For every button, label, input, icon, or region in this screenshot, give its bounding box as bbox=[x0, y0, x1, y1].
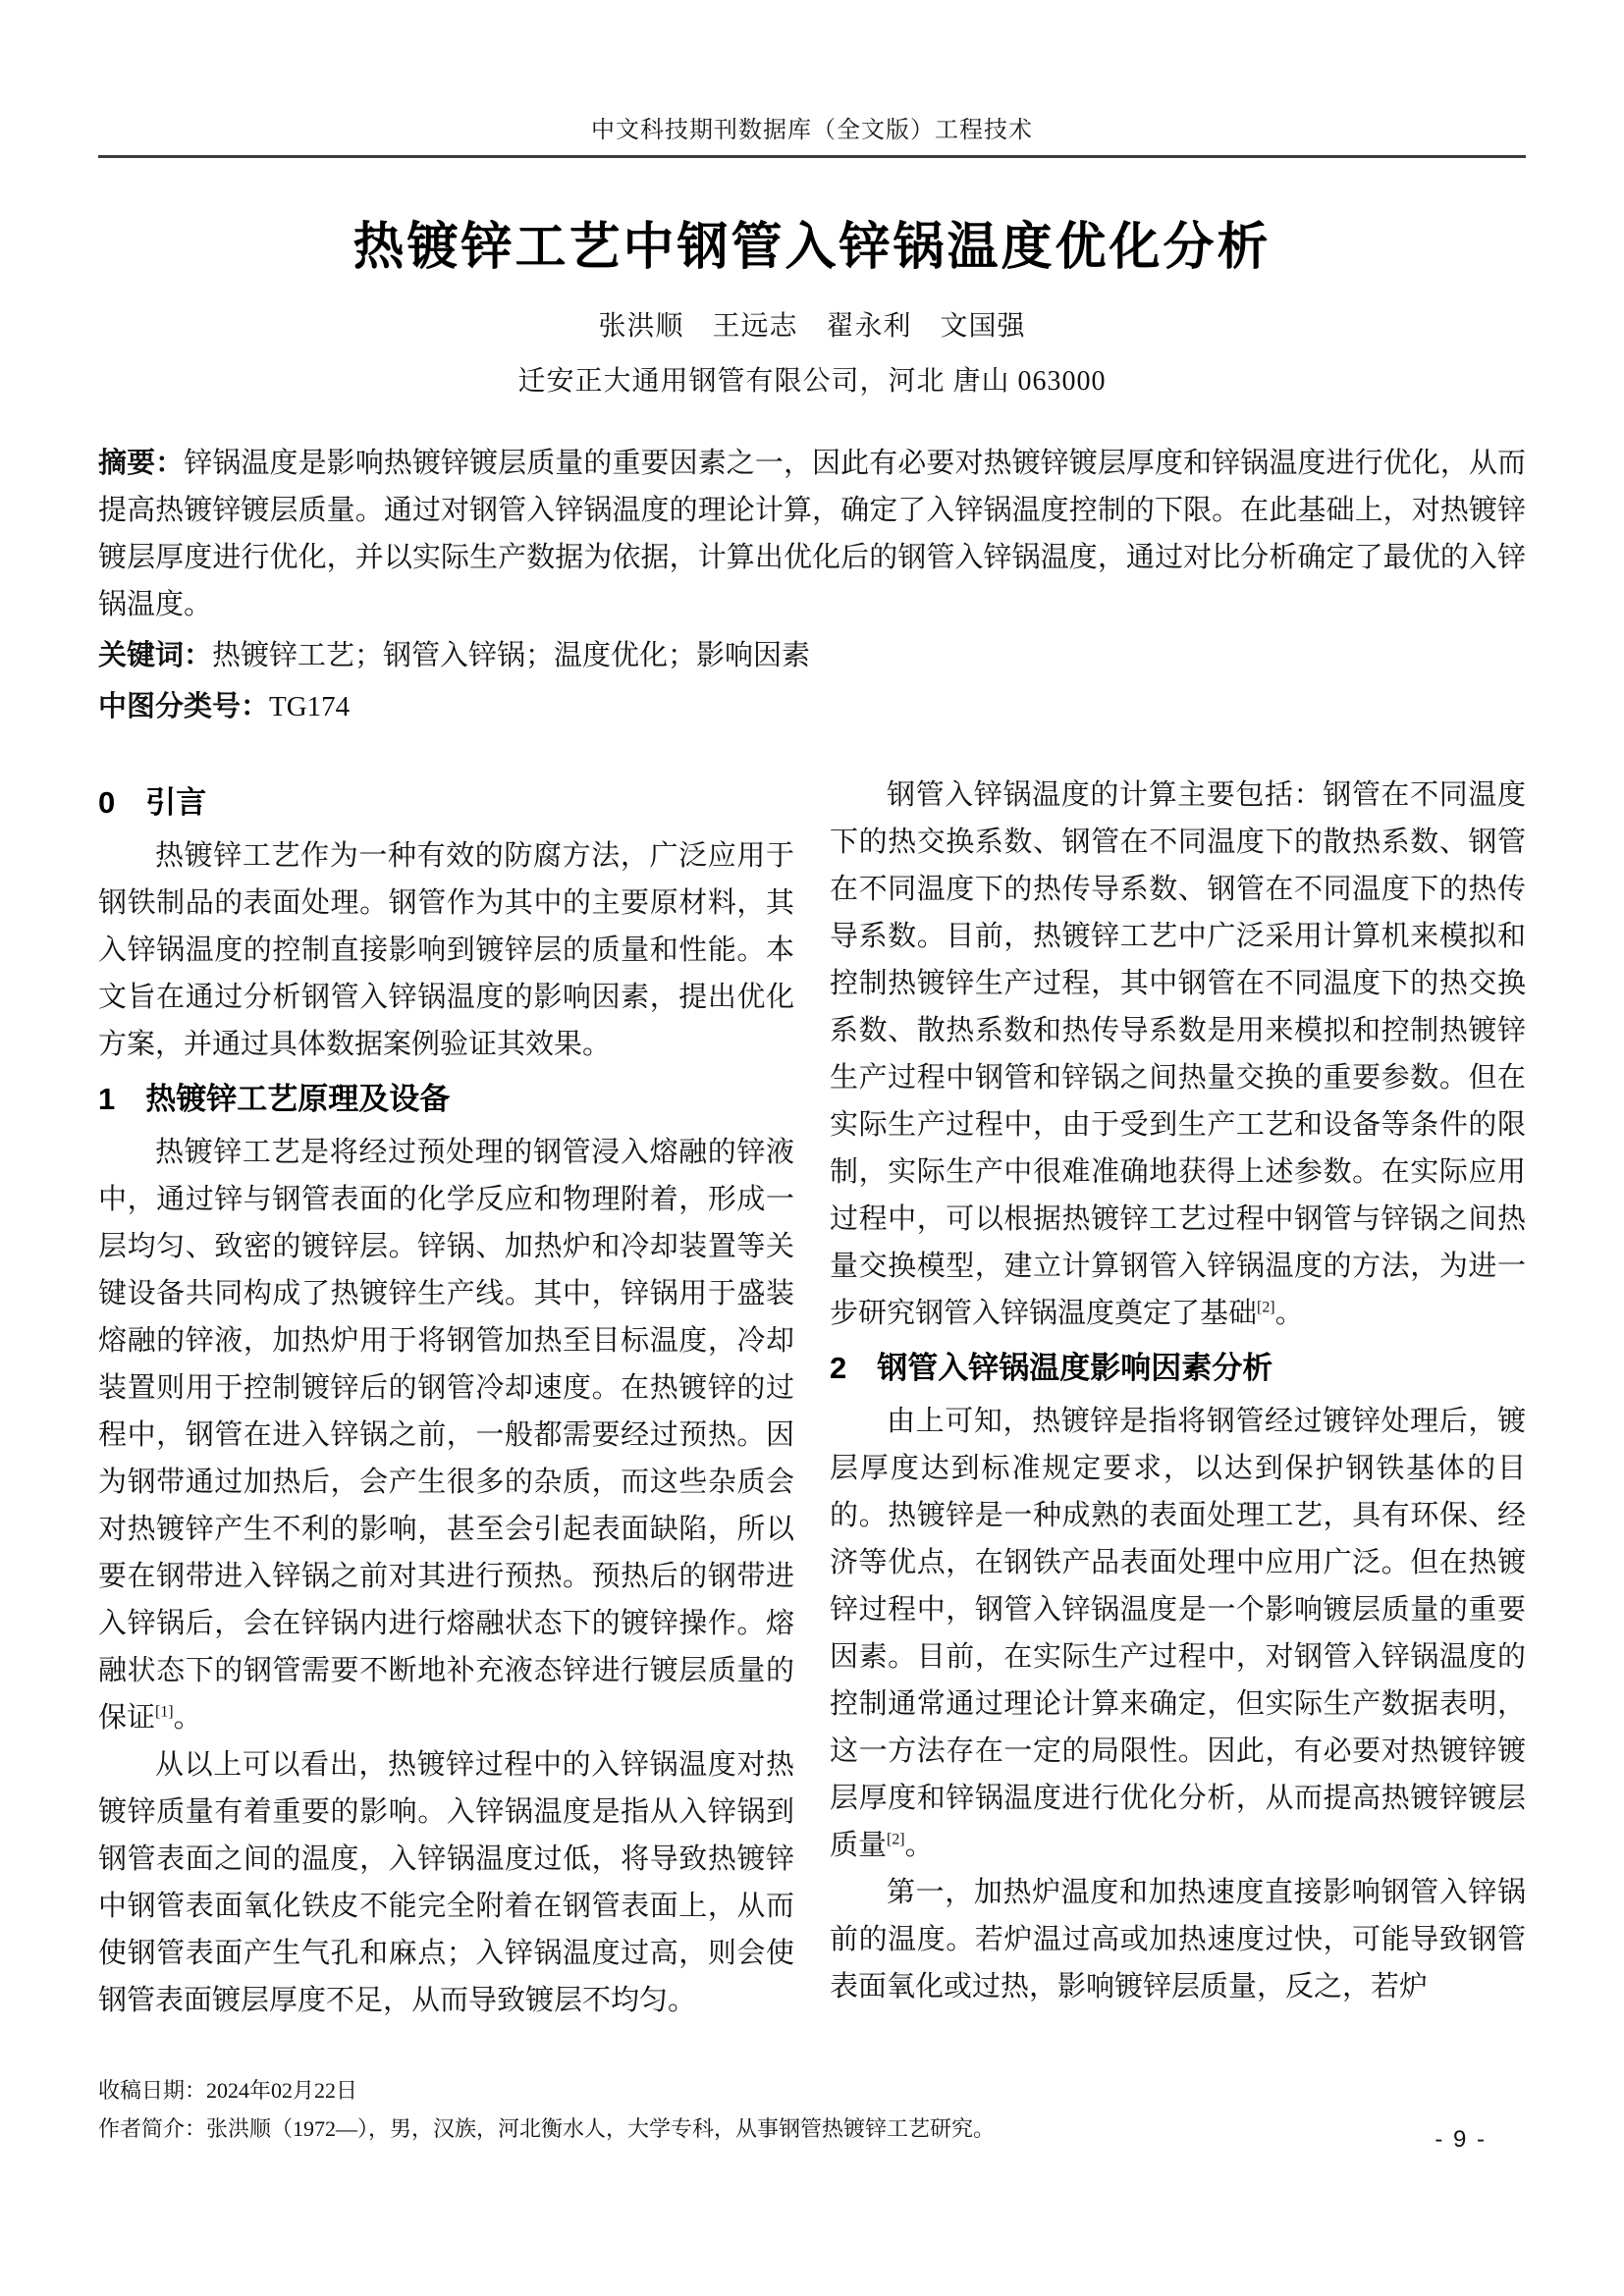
paragraph-text: 。 bbox=[1274, 1298, 1304, 1329]
citation-ref-2: [2] bbox=[1257, 1299, 1275, 1316]
journal-header: 中文科技期刊数据库（全文版）工程技术 bbox=[591, 118, 1033, 143]
page-number: - 9 - bbox=[1435, 2126, 1487, 2153]
abstract-paragraph bbox=[98, 440, 1526, 628]
right-column bbox=[830, 772, 1526, 2024]
keywords-line bbox=[98, 632, 1526, 679]
paragraph: 从以上可以看出，热镀锌过程中的入锌锅温度对热镀锌质量有着重要的影响。入锌锅温度是指从入锌锅到钢管表面之间的温度，入锌锅温度过低，将导致热镀锌中钢管表面氧化铁皮不能完全附着在钢管表面上，从而使钢管表面产生气孔和麻点；入锌锅温度过高，则会使钢管表面镀层厚度不足，从而导致镀层不均匀。 bbox=[98, 1749, 794, 2016]
header-divider bbox=[98, 155, 1526, 158]
clc-label: 中图分类号： bbox=[98, 691, 270, 722]
paragraph: 第一，加热炉温度和加热速度直接影响钢管入锌锅前的温度。若炉温过高或加热速度过快，可能导致钢管表面氧化或过热，影响镀锌层质量，反之，若炉 bbox=[830, 1877, 1526, 2002]
clc-line bbox=[98, 683, 1526, 730]
clc-value: TG174 bbox=[269, 691, 351, 722]
citation-ref-2: [2] bbox=[887, 1831, 905, 1848]
paragraph: 热镀锌工艺作为一种有效的防腐方法，广泛应用于钢铁制品的表面处理。钢管作为其中的主要原材料，其入锌锅温度的控制直接影响到镀锌层的质量和性能。本文旨在通过分析钢管入锌锅温度的影响因素，提出优化方案，并通过具体数据案例验证其效果。 bbox=[98, 840, 794, 1060]
section-heading-2: 2 钢管入锌锅温度影响因素分析 bbox=[830, 1351, 1273, 1385]
citation-ref-1: [1] bbox=[155, 1703, 174, 1721]
section-heading-1: 1 热镀锌工艺原理及设备 bbox=[98, 1082, 451, 1116]
affiliation-line: 迁安正大通用钢管有限公司，河北 唐山 063000 bbox=[517, 366, 1107, 397]
article-title: 热镀锌工艺中钢管入锌锅温度优化分析 bbox=[352, 219, 1272, 276]
keywords-label: 关键词： bbox=[98, 640, 213, 671]
paragraph bbox=[830, 772, 1526, 1337]
two-column-body bbox=[98, 772, 1526, 2024]
author-bio-line: 作者简介：张洪顺（1972—），男，汉族，河北衡水人，大学专科，从事钢管热镀锌工艺研究。 bbox=[98, 2116, 996, 2141]
paragraph-text: 。 bbox=[904, 1830, 934, 1861]
paragraph-text: 由上可知，热镀锌是指将钢管经过镀锌处理后，镀层厚度达到标准规定要求，以达到保护钢铁基体的目的。热镀锌是一种成熟的表面处理工艺，具有环保、经济等优点，在钢铁产品表面处理中应用广泛。但在热镀锌过程中，钢管入锌锅温度是一个影响镀层质量的重要因素。目前，在实际生产过程中，对钢管入锌锅温度的控制通常通过理论计算来确定，但实际生产数据表明，这一方法存在一定的局限性。因此，有必要对热镀锌镀层厚度和锌锅温度进行优化分析，从而提高热镀锌镀层质量 bbox=[830, 1406, 1526, 1861]
received-date-line: 收稿日期：2024年02月22日 bbox=[98, 2078, 358, 2103]
left-column bbox=[98, 772, 794, 2024]
authors-line: 张洪顺 王远志 翟永利 文国强 bbox=[598, 311, 1026, 342]
footnotes-block bbox=[98, 2071, 1276, 2148]
abstract-label: 摘要： bbox=[98, 448, 185, 479]
paragraph bbox=[830, 1398, 1526, 1869]
paragraph-text: 。 bbox=[173, 1702, 202, 1734]
paragraph bbox=[98, 1129, 794, 1741]
paragraph-text: 热镀锌工艺是将经过预处理的钢管浸入熔融的锌液中，通过锌与钢管表面的化学反应和物理附着，形成一层均匀、致密的镀锌层。锌锅、加热炉和冷却装置等关键设备共同构成了热镀锌生产线。其中，锌锅用于盛装熔融的锌液，加热炉用于将钢管加热至目标温度，冷却装置则用于控制镀锌后的钢管冷却速度。在热镀锌的过程中，钢管在进入锌锅之前，一般都需要经过预热。因为钢带通过加热后，会产生很多的杂质，而这些杂质会对热镀锌产生不利的影响，甚至会引起表面缺陷，所以要在钢带进入锌锅之前对其进行预热。预热后的钢带进入锌锅后，会在锌锅内进行熔融状态下的镀锌操作。熔融状态下的钢管需要不断地补充液态锌进行镀层质量的保证 bbox=[98, 1137, 794, 1734]
abstract-text: 锌锅温度是影响热镀锌镀层质量的重要因素之一，因此有必要对热镀锌镀层厚度和锌锅温度进行优化，从而提高热镀锌镀层质量。通过对钢管入锌锅温度的理论计算，确定了入锌锅温度控制的下限。在此基础上，对热镀锌镀层厚度进行优化，并以实际生产数据为依据，计算出优化后的钢管入锌锅温度，通过对比分析确定了最优的入锌锅温度。 bbox=[98, 448, 1526, 620]
keywords-text: 热镀锌工艺；钢管入锌锅；温度优化；影响因素 bbox=[212, 640, 811, 671]
paragraph-text: 钢管入锌锅温度的计算主要包括：钢管在不同温度下的热交换系数、钢管在不同温度下的散热系数、钢管在不同温度下的热传导系数、钢管在不同温度下的热传导系数。目前，热镀锌工艺中广泛采用计算机来模拟和控制热镀锌生产过程，其中钢管在不同温度下的热交换系数、散热系数和热传导系数是用来模拟和控制热镀锌生产过程中钢管和锌锅之间热量交换的重要参数。但在实际生产过程中，由于受到生产工艺和设备等条件的限制，实际生产中很难准确地获得上述参数。在实际应用过程中，可以根据热镀锌工艺过程中钢管与锌锅之间热量交换模型，建立计算钢管入锌锅温度的方法，为进一步研究钢管入锌锅温度奠定了基础 bbox=[830, 779, 1526, 1329]
section-heading-0: 0 引言 bbox=[98, 785, 207, 820]
